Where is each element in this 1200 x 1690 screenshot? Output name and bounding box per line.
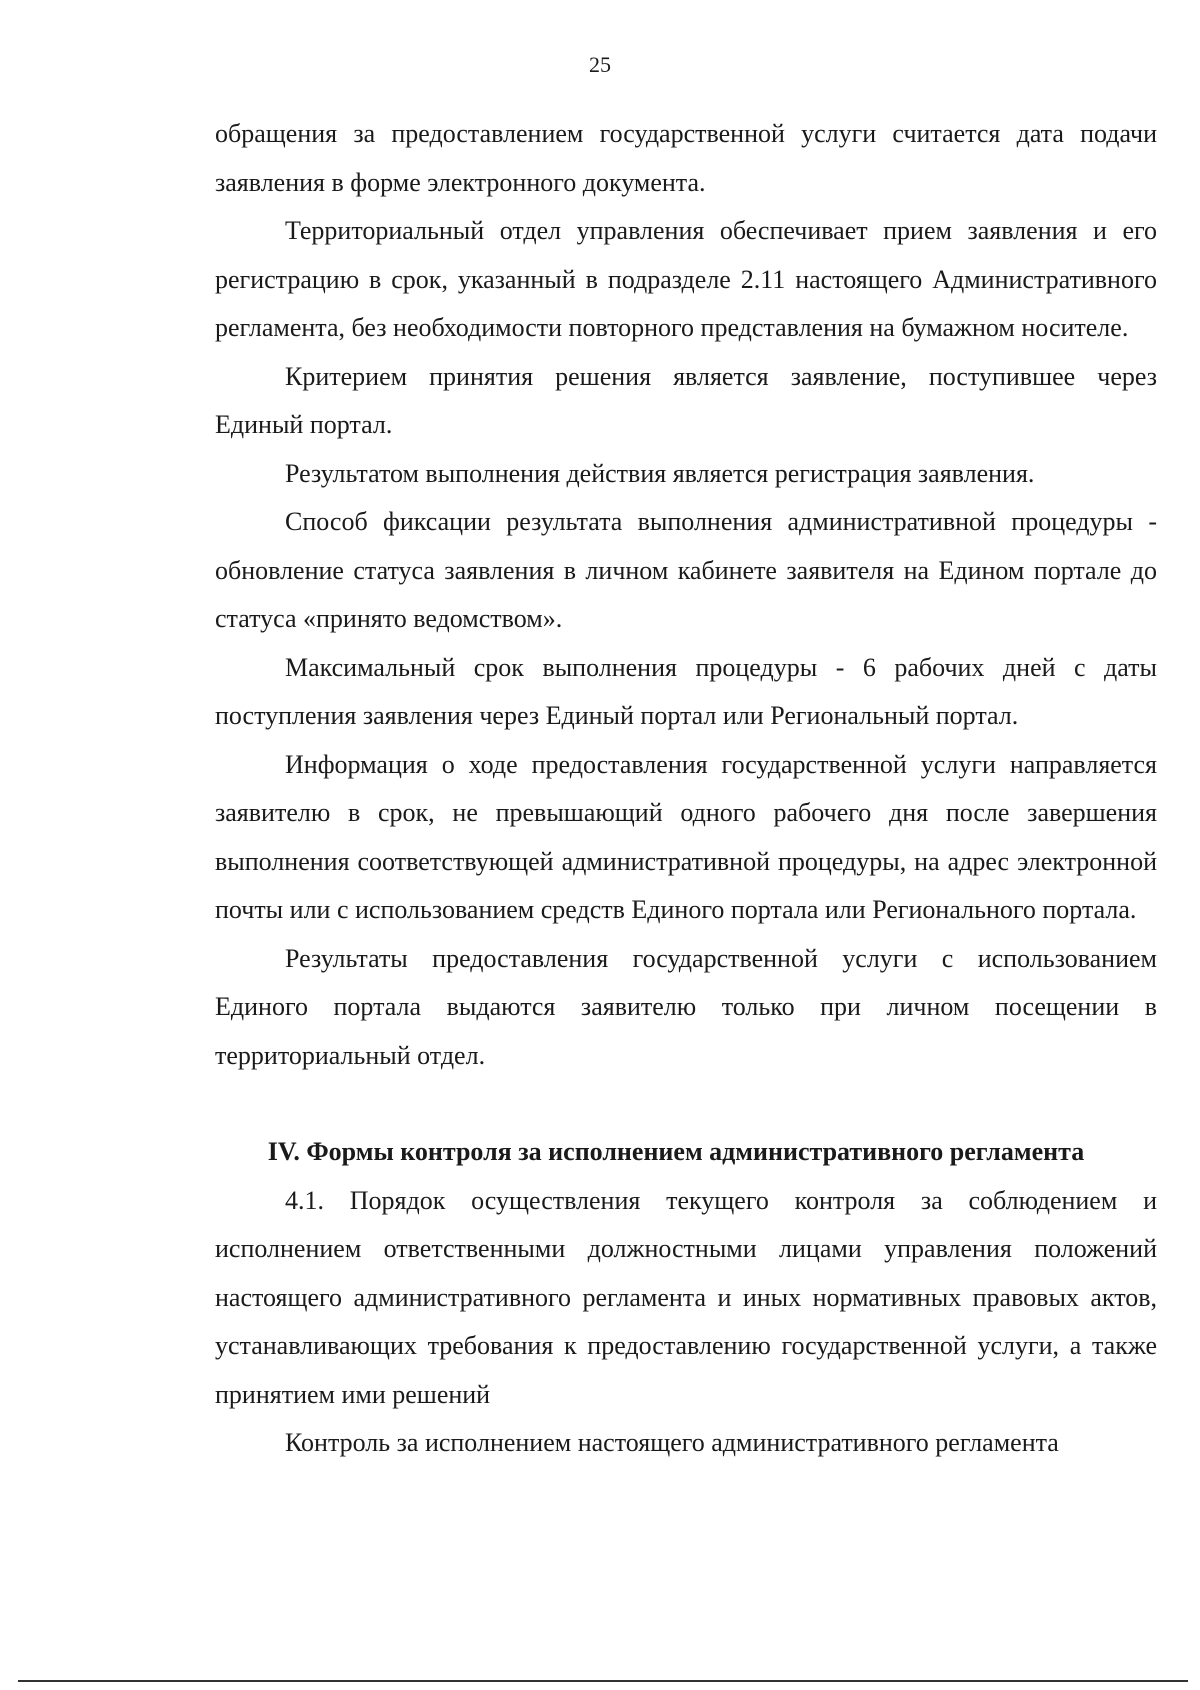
paragraph: Территориальный отдел управления обеспечивает прием заявления и его регистрацию в срок, указанный в подразделе 2.11 настоящего Административного регламента, без необходимости повторного представления на бумажном носителе. [215, 216, 1157, 342]
paragraph: 4.1. Порядок осуществления текущего контроля за соблюдением и исполнением ответственными должностными лицами управления положений настоящего административного регламента и иных нормативных правовых актов, устанавливающих требования к предоставлению государственной услуги, а также принятием ими решений [215, 1185, 1157, 1409]
section-heading: IV. Формы контроля за исполнением административного регламента [267, 1137, 1085, 1166]
paragraph: Контроль за исполнением настоящего административного регламента [285, 1428, 1059, 1457]
bottom-rule [18, 1680, 1188, 1682]
page-number-text: 25 [589, 52, 611, 77]
paragraph: Результаты предоставления государственной услуги с использованием Единого портала выдаются заявителю только при личном посещении в территориальный отдел. [215, 943, 1157, 1070]
paragraph: Способ фиксации результата выполнения административной процедуры - обновление статуса заявления в личном кабинете заявителя на Едином портале до статуса «принято ведомством». [215, 507, 1157, 633]
paragraph: Результатом выполнения действия является регистрация заявления. [285, 458, 1035, 488]
page-number [0, 52, 1200, 78]
paragraph: Максимальный срок выполнения процедуры - 6 рабочих дней с даты поступления заявления через Единый портал или Региональный портал. [215, 652, 1157, 730]
paragraph: обращения за предоставлением государственной услуги считается дата подачи заявления в форме электронного документа. [215, 119, 1157, 197]
document-body [215, 110, 1157, 1468]
paragraph: Информация о ходе предоставления государственной услуги направляется заявителю в срок, не превышающий одного рабочего дня после завершения выполнения соответствующей административной процедуры, на адрес электронной почты или с использованием средств Единого портала или Регионального портала. [215, 749, 1157, 924]
paragraph: Критерием принятия решения является заявление, поступившее через Единый портал. [215, 361, 1157, 439]
